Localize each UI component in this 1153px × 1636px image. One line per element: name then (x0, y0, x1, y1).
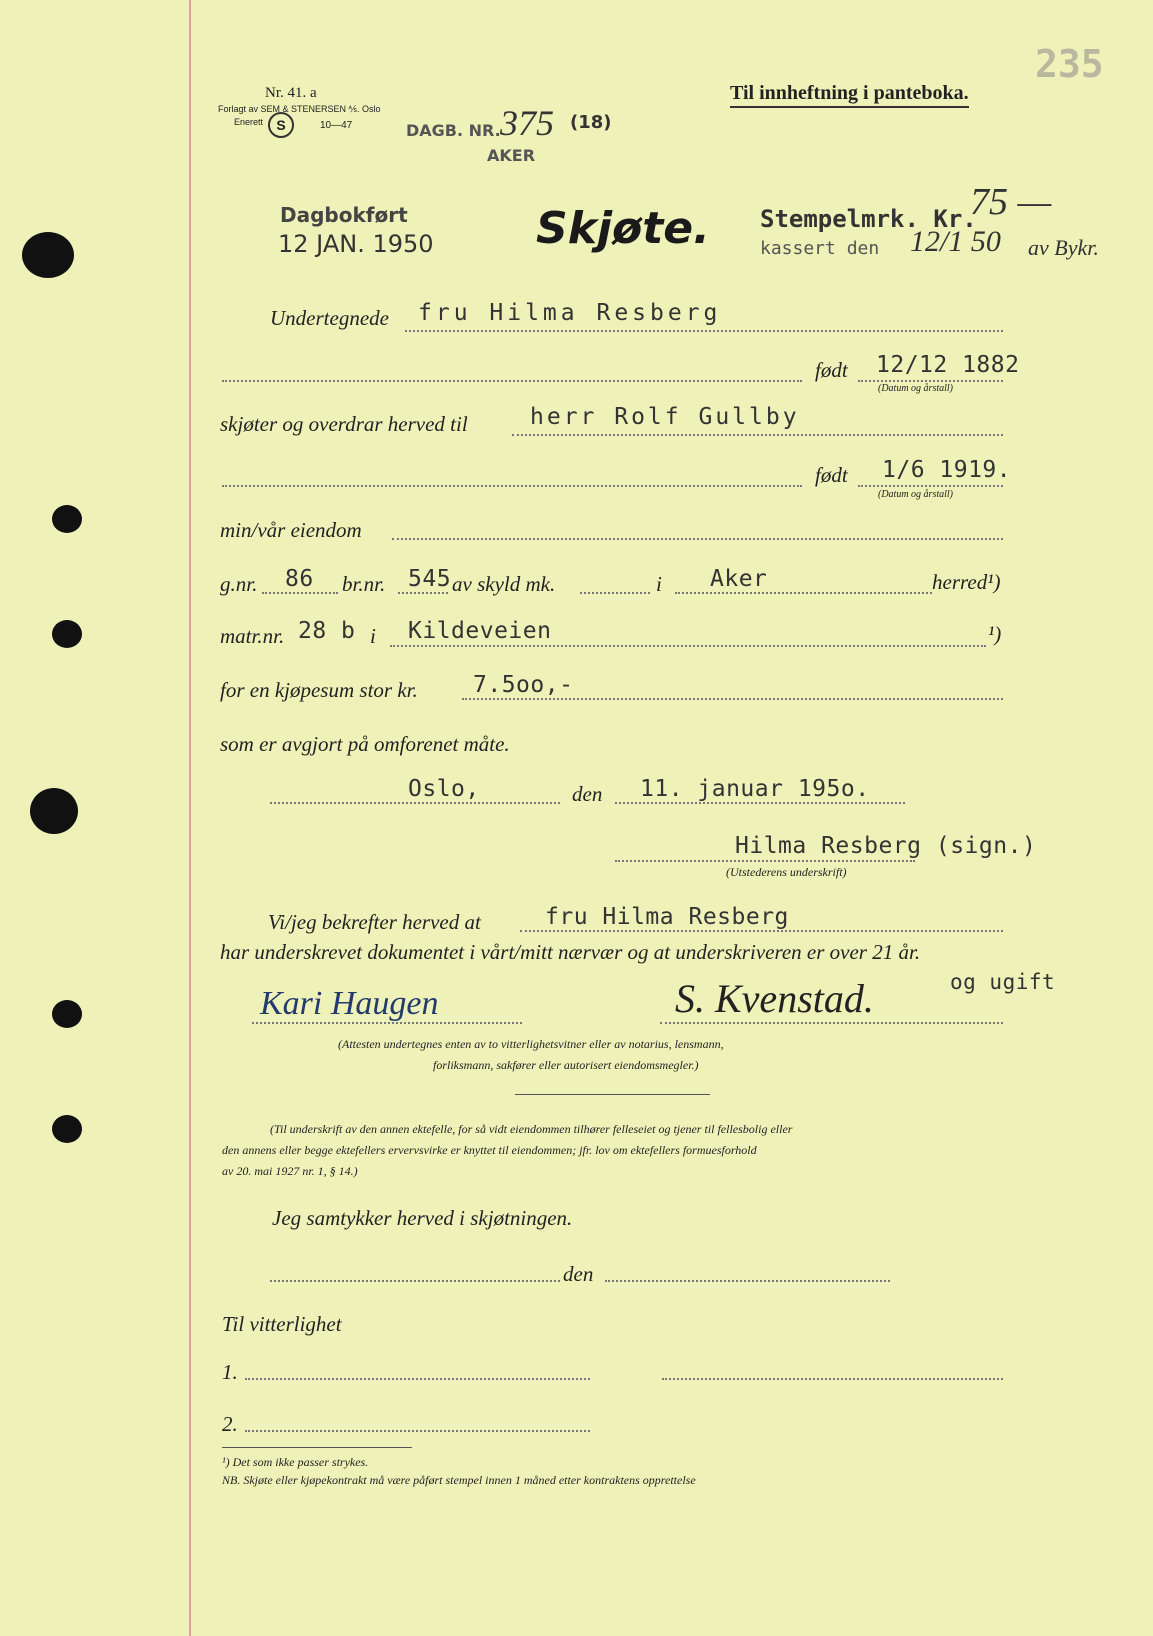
matr-street[interactable]: Kildeveien (408, 618, 552, 644)
brnr-line (398, 592, 448, 594)
dagbokfort-date: 12 JAN. 1950 (278, 230, 434, 258)
kassert-sign: av Bykr. (1028, 235, 1099, 260)
matr-note: ¹) (988, 622, 1002, 646)
signature-note: (Utstederens underskrift) (726, 865, 847, 879)
fodt2-line (858, 485, 1003, 487)
footnote-2: NB. Skjøte eller kjøpekontrakt må være påført stempel innen 1 måned etter kontraktens opprettelse (222, 1473, 696, 1487)
skjoter-line (512, 434, 1003, 436)
page-number: 235 (1035, 42, 1104, 86)
den-label: den (572, 782, 603, 806)
witness-note-1: (Attesten undertegnes enten av to vitterlighetsvitner eller av notarius, lensmann, (338, 1037, 724, 1051)
brnr-label: br.nr. (342, 572, 386, 596)
gnr-label: g.nr. (220, 572, 258, 596)
fodt2-leader (222, 485, 802, 487)
herred-line (675, 592, 932, 594)
dagb-handwritten: 375 (500, 103, 554, 143)
matr-i: i (370, 624, 376, 648)
eiendom-line (392, 538, 1003, 540)
bekrefter-value[interactable]: fru Hilma Resberg (545, 904, 789, 930)
spouse-note-3: av 20. mai 1927 nr. 1, § 14.) (222, 1164, 358, 1178)
witness-signature-2[interactable]: S. Kvenstad. (675, 976, 874, 1021)
fodt1-line (858, 380, 1003, 382)
binder-hole (52, 620, 82, 648)
samtykker-text: Jeg samtykker herved i skjøtningen. (272, 1206, 573, 1230)
vitterlighet-2: 2. (222, 1412, 238, 1436)
fodt2-label: født (815, 463, 848, 487)
datum-note-2: (Datum og årstall) (878, 489, 953, 500)
bekrefter-line (520, 930, 1003, 932)
og-ugift[interactable]: og ugift (950, 970, 1056, 994)
skjoter-value[interactable]: herr Rolf Gullby (530, 404, 800, 430)
top-right-title: Til innheftning i panteboka. (730, 82, 969, 108)
vitterlighet-line-1b (662, 1378, 1003, 1380)
witness-line-1 (252, 1022, 522, 1024)
avgjort-text: som er avgjort på omforenet måte. (220, 732, 510, 756)
vitterlighet-label: Til vitterlighet (222, 1312, 342, 1336)
enerett-label: Enerett (234, 117, 264, 127)
vitterlighet-line-2 (245, 1430, 590, 1432)
herred-label: herred¹) (932, 570, 1001, 594)
margin-line (189, 0, 191, 1636)
binder-hole (52, 505, 82, 533)
bekrefter-label: Vi/jeg bekrefter herved at (268, 910, 481, 934)
witness-signature-1[interactable]: Kari Haugen (260, 985, 439, 1022)
witness-line-2 (660, 1022, 1003, 1024)
fodt1-value[interactable]: 12/12 1882 (876, 352, 1020, 378)
matr-value[interactable]: 28 b (298, 618, 356, 644)
fodt1-leader (222, 380, 802, 382)
witness-line2: har underskrevet dokumentet i vårt/mitt nærvær og at underskriveren er over 21 år. (220, 940, 921, 964)
fodt1-label: født (815, 358, 848, 382)
place-line (270, 802, 560, 804)
binder-hole (30, 788, 78, 834)
aker-stamp: AKER (487, 146, 536, 165)
matr-line (390, 645, 986, 647)
dagb-suffix: (18) (570, 112, 612, 133)
dagbokfort-stamp: Dagbokført (280, 203, 408, 227)
kassert-date: 12/1 50 (910, 225, 1001, 258)
undertegnede-value[interactable]: fru Hilma Resberg (418, 300, 722, 326)
gnr-value[interactable]: 86 (285, 566, 314, 592)
spouse-place-line (270, 1280, 560, 1282)
skyld-line (580, 592, 650, 594)
binder-hole (22, 232, 74, 278)
undertegnede-line (405, 330, 1003, 332)
binder-hole (52, 1115, 82, 1143)
footnote-divider (222, 1447, 412, 1448)
date-value[interactable]: 11. januar 195o. (640, 776, 870, 802)
kjopesum-value[interactable]: 7.5oo,- (473, 672, 574, 698)
signature-line (615, 860, 915, 862)
kjopesum-label: for en kjøpesum stor kr. (220, 678, 418, 702)
binder-hole (52, 1000, 82, 1028)
skyld-label: av skyld mk. (452, 572, 556, 596)
form-date: 10—47 (320, 120, 353, 131)
eiendom-label: min/vår eiendom (220, 518, 362, 542)
fodt2-value[interactable]: 1/6 1919. (882, 457, 1012, 483)
document-title: Skjøte. (536, 203, 710, 254)
witness-note-2: forliksmann, sakfører eller autorisert eiendomsmegler.) (433, 1058, 699, 1072)
matr-label: matr.nr. (220, 624, 285, 648)
skjoter-label: skjøter og overdrar herved til (220, 412, 468, 436)
form-number: Nr. 41. a (265, 85, 317, 101)
footnote-1: ¹) Det som ikke passer strykes. (222, 1455, 369, 1469)
stempelmerk-stamp: Stempelmrk. Kr. (760, 205, 977, 233)
datum-note-1: (Datum og årstall) (878, 383, 953, 394)
date-line (615, 802, 905, 804)
stempel-amount: 75 — (970, 181, 1052, 223)
vitterlighet-line-1a (245, 1378, 590, 1380)
publisher-logo-icon: S (268, 112, 294, 138)
kjopesum-line (462, 698, 1003, 700)
vitterlighet-1: 1. (222, 1360, 238, 1384)
spouse-date-line (605, 1280, 890, 1282)
kassert-den: kassert den (760, 238, 880, 259)
brnr-value[interactable]: 545 (408, 566, 452, 592)
spouse-note-2: den annens eller begge ektefellers ervervsvirke er knyttet til eiendommen; jfr. lov om ektefellers formuesforhold (222, 1143, 757, 1157)
publisher-line: Forlagt av SEM & STENERSEN ⅍. Oslo (218, 104, 381, 114)
undertegnede-label: Undertegnede (270, 306, 389, 330)
spouse-note-1: (Til underskrift av den annen ektefelle, for så vidt eiendommen tilhører felleseiet og tjener til fellesbolig eller (270, 1122, 793, 1136)
signature-value[interactable]: Hilma Resberg (sign.) (735, 833, 1037, 859)
herred-value[interactable]: Aker (710, 566, 768, 592)
place-value[interactable]: Oslo, (408, 776, 480, 802)
section-divider (515, 1094, 710, 1095)
i-label: i (656, 572, 662, 596)
spouse-den-label: den (563, 1262, 594, 1286)
dagb-nr-stamp: DAGB. NR. (406, 121, 501, 140)
gnr-line (262, 592, 338, 594)
